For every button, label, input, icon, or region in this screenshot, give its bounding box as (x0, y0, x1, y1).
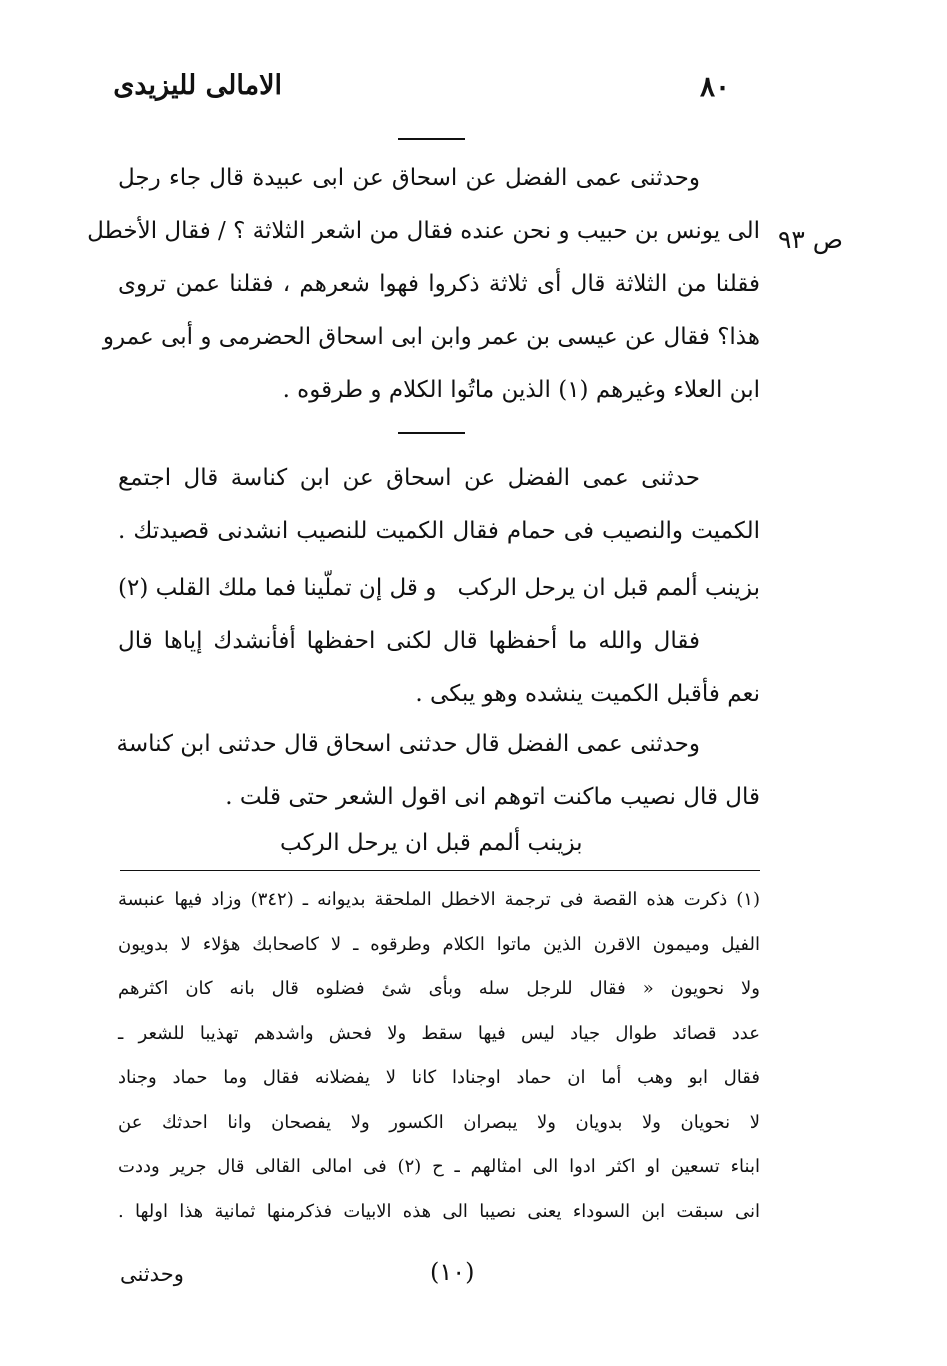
text-line: فقلنا من الثلاثة قال أى ثلاثة ذكروا فهوا شعرهم ، فقلنا عمن تروى (118, 271, 760, 297)
footnote-line: ابناء تسعين او اكثر ادوا الى امثالهم ـ ح (٢) فى امالى القالى قال جرير وددت (118, 1156, 760, 1177)
section-separator (398, 432, 465, 434)
paragraph-1 (87, 152, 760, 417)
footnote-line: انى سبقت ابن السوداء يعنى نصيبا الى هذه الابيات فذكرمنها ثمانية هذا اولها . (118, 1200, 760, 1222)
text-line: ابن العلاء وغيرهم (١) الذين ماتُوا الكلام و طرقوه . (282, 377, 760, 403)
footnote-line: الفيل وميمون الاقرن الذين ماتوا الكلام وطرقوه ـ لا كاصحابك هؤلاء لا بدويون (118, 933, 760, 955)
text-line: الى يونس بن حبيب و نحن عنده فقال من اشعر الثلاثة ؟ / فقال الأخطل (87, 218, 760, 244)
text-line: نعم فأقبل الكميت ينشده وهو يبكى . (415, 681, 760, 707)
verse-line (118, 562, 760, 614)
footnote-line: (١) ذكرت هذه القصة فى ترجمة الاخطل الملحقة بديوانه ـ (٣٤٢) وزاد فيها عنبسة (118, 889, 760, 910)
verse-quote: بزينب ألمم قبل ان يرحل الركب (280, 830, 583, 856)
footnote-line: لا نحويان ولا بدويان ولا يبصران الكسور ولا يفصحان وانا احدثك عن (118, 1111, 760, 1133)
paragraph-2 (118, 452, 760, 558)
text-line: الكميت والنصيب فى حمام فقال الكميت للنصيب انشدنى قصيدتك . (118, 518, 760, 544)
footnote-rule (120, 870, 760, 871)
text-line: وحدثنى عمى الفضل عن اسحاق عن ابى عبيدة قال جاء رجل (118, 165, 700, 191)
footnote-line: فقال ابو وهب أما ان حماد اوجنادا كانا لا يفضلانه فقال وما حماد وجناد (118, 1067, 760, 1088)
page-number: ٨٠ (700, 70, 731, 103)
margin-reference: ص ٩٣ (778, 225, 844, 254)
section-separator (398, 138, 465, 140)
footnote-line: عدد قصائد طوال جياد ليس فيها سقط ولا فحش واشدهم تهذيبا للشعر ـ (118, 1022, 760, 1044)
footnote-line: ولا نحويون « فقال للرجل سله وبأى شئ فضلوه قال بانه كان اكثرهم (118, 978, 760, 999)
footnotes (118, 878, 760, 1234)
verse-hemistich-1: بزينب ألمم قبل ان يرحل الركب (457, 575, 760, 601)
text-line: حدثنى عمى الفضل عن اسحاق عن ابن كناسة قال اجتمع (118, 465, 700, 491)
text-line: قال قال نصيب ماكنت اتوهم انى اقول الشعر حتى قلت . (225, 784, 760, 810)
running-title: الامالى لليزيدى (113, 70, 282, 101)
text-line: فقال والله ما أحفظها قال لكنى احفظها أفأنشدك إياها قال (118, 628, 700, 654)
signature-mark: (١٠) (430, 1258, 475, 1286)
paragraph-3 (118, 615, 760, 721)
paragraph-4 (118, 718, 760, 824)
text-line: هذا؟ فقال عن عيسى بن عمر وابن ابى اسحاق الحضرمى و أبى عمرو (102, 324, 760, 350)
catchword: وحدثنى (120, 1262, 184, 1286)
text-line: وحدثنى عمى الفضل قال حدثنى اسحاق قال حدثنى ابن كناسة (116, 731, 700, 757)
verse-hemistich-2: و قل إن تملّينا فما ملك القلب (٢) (118, 575, 437, 601)
